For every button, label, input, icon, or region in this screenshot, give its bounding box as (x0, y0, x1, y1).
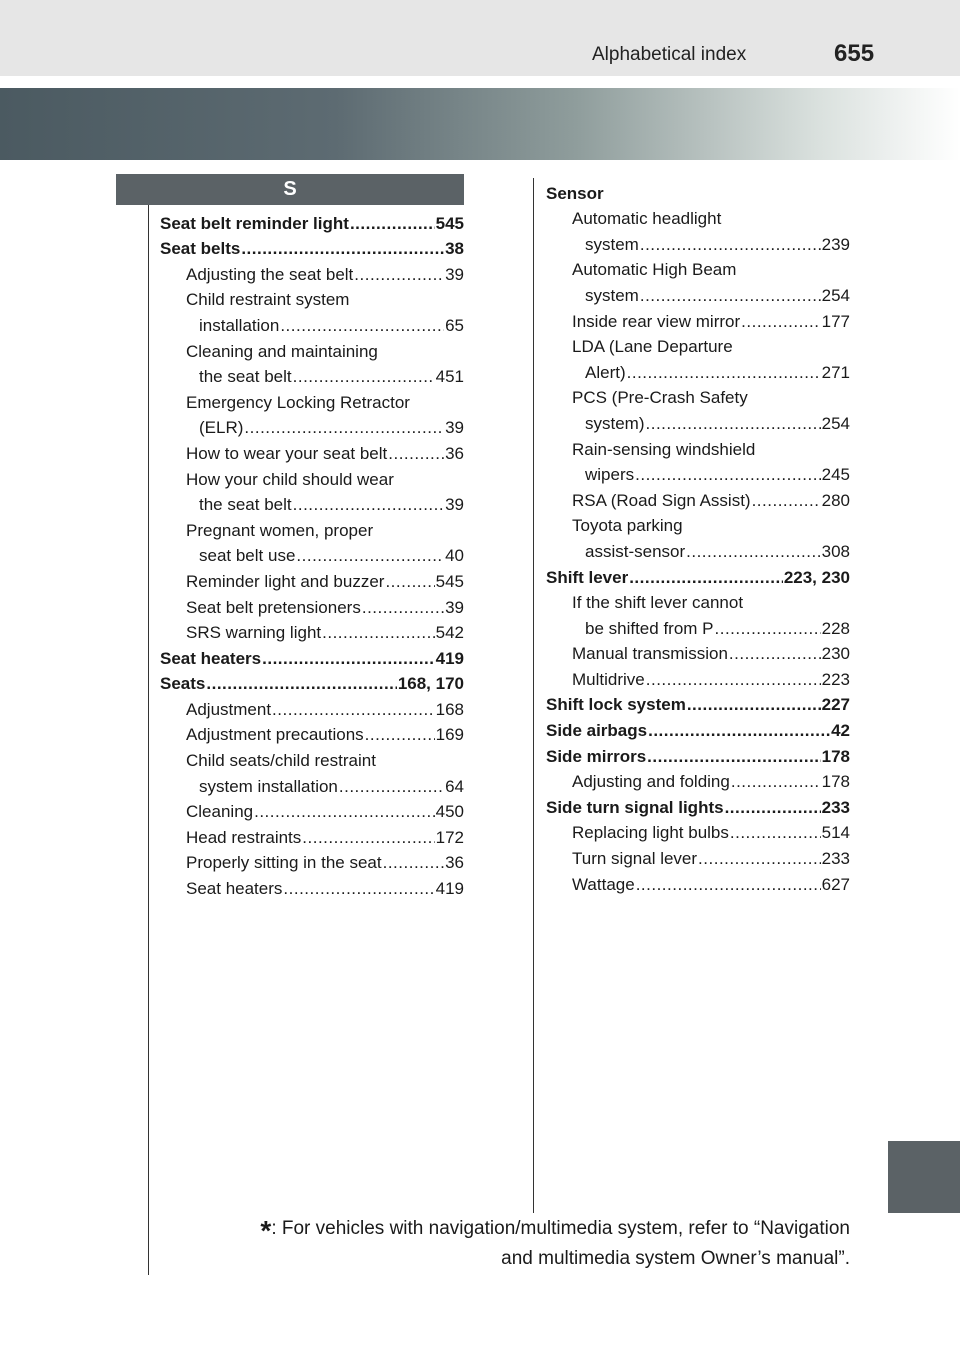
index-entry-text: Seat belts (160, 239, 241, 259)
index-entry-page: 254 (821, 285, 850, 305)
dot-leader (731, 772, 821, 792)
index-entry-text: system) (585, 413, 645, 433)
index-entry-text: Seats (160, 674, 206, 694)
dot-leader (698, 849, 821, 869)
index-entry-text: Side mirrors (546, 746, 647, 766)
index-entry (546, 818, 850, 844)
index-entry-page: 38 (445, 239, 464, 259)
index-entry-text: the seat belt (199, 367, 292, 387)
dot-leader (365, 725, 435, 745)
dot-leader (322, 623, 435, 643)
index-entry-text: Adjustment precautions (186, 725, 364, 745)
index-entry-page: 64 (445, 776, 464, 796)
index-entry-page: 65 (445, 315, 464, 335)
index-entry-page: 178 (821, 746, 850, 766)
index-entry (160, 541, 464, 567)
index-entry-page: 168, 170 (397, 674, 464, 694)
index-entry (160, 490, 464, 516)
index-entry-page: 227 (821, 695, 850, 715)
dot-leader (283, 879, 434, 899)
index-entry (546, 869, 850, 895)
index-entry-text: Seat heaters (186, 879, 283, 899)
index-entry-text: Seat belt reminder light (160, 213, 349, 233)
dot-leader (339, 777, 444, 797)
index-entry-text: Child seats/child restraint (186, 751, 376, 771)
index-entry-text: Side turn signal lights (546, 797, 724, 817)
index-entry (546, 434, 850, 460)
index-entry (160, 745, 464, 771)
index-entry (160, 669, 464, 695)
index-entry-page: 223, 230 (783, 567, 850, 587)
dot-leader (293, 495, 444, 515)
index-entry-text: Adjusting the seat belt (186, 264, 354, 284)
dot-leader (646, 670, 821, 690)
index-entry-text: wipers (585, 465, 635, 485)
index-entry-text: Head restraints (186, 827, 302, 847)
index-entry-text: Emergency Locking Retractor (186, 392, 410, 412)
index-entry-page: 39 (445, 597, 464, 617)
index-entry (546, 562, 850, 588)
index-entry-text: Adjustment (186, 699, 272, 719)
index-entry-page: 280 (821, 490, 850, 510)
index-entry-text: Sensor (546, 183, 604, 203)
index-entry-text: If the shift lever cannot (572, 593, 744, 613)
index-entry-page: 542 (435, 623, 464, 643)
index-entry-page: 223 (821, 669, 850, 689)
index-entry-text: PCS (Pre-Crash Safety (572, 388, 748, 408)
index-entry-page: 419 (435, 879, 464, 899)
dot-leader (647, 747, 820, 767)
dot-leader (241, 239, 444, 259)
header-title: Alphabetical index (592, 44, 747, 65)
index-column-left (160, 208, 464, 899)
index-entry (546, 178, 850, 204)
dot-leader (272, 700, 435, 720)
index-entry (160, 822, 464, 848)
section-letter-header: S (116, 174, 464, 205)
index-entry (546, 715, 850, 741)
index-entry-text: system (585, 285, 639, 305)
index-entry-text: Automatic High Beam (572, 260, 737, 280)
index-entry (160, 464, 464, 490)
dot-leader (640, 286, 821, 306)
index-entry (160, 873, 464, 899)
footnote-line-2: and multimedia system Owner’s manual”. (501, 1248, 850, 1269)
index-entry-text: system installation (199, 776, 338, 796)
index-entry-page: 42 (831, 721, 850, 741)
index-entry-page: 36 (445, 853, 464, 873)
dot-leader (636, 875, 821, 895)
dot-leader (385, 572, 434, 592)
index-entry-page: 308 (821, 541, 850, 561)
index-entry (546, 767, 850, 793)
index-entry-page: 178 (821, 772, 850, 792)
index-entry (546, 460, 850, 486)
index-entry-text: Shift lock system (546, 695, 686, 715)
index-entry-page: 254 (821, 413, 850, 433)
index-entry-text: the seat belt (199, 495, 292, 515)
dot-leader (244, 418, 444, 438)
index-entry-text: system (585, 234, 639, 254)
index-entry (546, 843, 850, 869)
index-entry (160, 387, 464, 413)
index-entry-text: Cleaning and maintaining (186, 341, 378, 361)
decorative-banner (0, 88, 960, 160)
index-entry-text: RSA (Road Sign Assist) (572, 490, 751, 510)
page-header-bar (0, 0, 960, 76)
dot-leader (635, 465, 821, 485)
index-entry-page: 39 (445, 495, 464, 515)
index-entry (546, 204, 850, 230)
dot-leader (262, 649, 435, 669)
column-divider-left (148, 205, 149, 1275)
dot-leader (729, 644, 821, 664)
index-entry-text: seat belt use (199, 546, 296, 566)
index-entry (546, 229, 850, 255)
index-entry (160, 643, 464, 669)
index-entry-page: 230 (821, 644, 850, 664)
index-entry-text: Replacing light bulbs (572, 823, 729, 843)
thumb-index-tab (888, 1141, 960, 1213)
index-entry (546, 536, 850, 562)
dot-leader (293, 367, 435, 387)
index-entry (160, 771, 464, 797)
index-entry-text: assist-sensor (585, 541, 686, 561)
index-entry-text: Toyota parking (572, 516, 683, 536)
index-entry (160, 694, 464, 720)
index-entry (160, 618, 464, 644)
index-entry-page: 36 (445, 443, 464, 463)
index-entry (160, 336, 464, 362)
dot-leader (752, 491, 821, 511)
index-entry-text: SRS warning light (186, 623, 322, 643)
dot-leader (741, 312, 820, 332)
index-entry-text: Properly sitting in the seat (186, 853, 382, 873)
index-entry-text: Wattage (572, 874, 635, 894)
index-entry-page: 514 (821, 823, 850, 843)
index-entry (546, 485, 850, 511)
index-entry (546, 408, 850, 434)
index-entry-page: 245 (821, 465, 850, 485)
dot-leader (725, 798, 821, 818)
index-entry (160, 362, 464, 388)
index-entry-text: Rain-sensing windshield (572, 439, 756, 459)
index-entry (546, 613, 850, 639)
index-entry-text: Multidrive (572, 669, 645, 689)
index-entry-text: Alert) (585, 362, 626, 382)
index-entry-text: Seat heaters (160, 648, 262, 668)
index-entry (546, 332, 850, 358)
index-entry-page: 40 (445, 546, 464, 566)
dot-leader (354, 265, 444, 285)
column-divider-middle (533, 178, 534, 1213)
index-entry (546, 280, 850, 306)
dot-leader (715, 619, 821, 639)
index-entry-page: 39 (445, 418, 464, 438)
dot-leader (254, 802, 435, 822)
dot-leader (646, 414, 821, 434)
index-entry (546, 639, 850, 665)
dot-leader (362, 598, 444, 618)
index-entry-page: 451 (435, 367, 464, 387)
index-entry (546, 357, 850, 383)
index-entry-page: 545 (435, 213, 464, 233)
index-entry (160, 208, 464, 234)
index-entry-text: How to wear your seat belt (186, 443, 388, 463)
index-entry (160, 259, 464, 285)
index-column-right (546, 178, 850, 895)
dot-leader (730, 823, 821, 843)
index-entry (160, 310, 464, 336)
index-entry-text: Reminder light and buzzer (186, 571, 385, 591)
index-entry (160, 515, 464, 541)
index-entry-page: 169 (435, 725, 464, 745)
index-entry (160, 285, 464, 311)
dot-leader (302, 828, 434, 848)
index-entry-page: 39 (445, 264, 464, 284)
index-entry-text: Cleaning (186, 802, 254, 822)
index-entry-text: LDA (Lane Departure (572, 337, 733, 357)
index-entry (546, 255, 850, 281)
dot-leader (627, 363, 821, 383)
index-entry (160, 234, 464, 260)
page-number: 655 (834, 40, 875, 67)
dot-leader (686, 542, 820, 562)
index-entry (546, 741, 850, 767)
index-entry-page: 172 (435, 827, 464, 847)
index-entry (546, 588, 850, 614)
index-entry-page: 168 (435, 699, 464, 719)
index-entry (160, 848, 464, 874)
dot-leader (383, 853, 444, 873)
index-entry (160, 720, 464, 746)
footnote-asterisk: * (260, 1215, 272, 1246)
index-entry-page: 239 (821, 234, 850, 254)
index-entry-text: Adjusting and folding (572, 772, 730, 792)
footnote-line-1: : For vehicles with navigation/multimedia system, refer to “Navigation (271, 1218, 850, 1239)
index-entry (546, 690, 850, 716)
index-entry-text: Child restraint system (186, 290, 350, 310)
index-entry (546, 511, 850, 537)
index-entry (546, 792, 850, 818)
index-entry-page: 233 (821, 797, 850, 817)
index-entry-text: How your child should wear (186, 469, 394, 489)
index-entry (546, 306, 850, 332)
dot-leader (350, 214, 435, 234)
index-entry-text: Turn signal lever (572, 849, 698, 869)
dot-leader (206, 674, 396, 694)
dot-leader (687, 695, 821, 715)
index-entry (160, 413, 464, 439)
index-entry-text: Manual transmission (572, 644, 728, 664)
index-entry-text: Pregnant women, proper (186, 520, 374, 540)
index-entry-page: 228 (821, 618, 850, 638)
dot-leader (280, 316, 444, 336)
footnote (190, 1215, 850, 1273)
dot-leader (629, 568, 783, 588)
index-entry (160, 797, 464, 823)
index-entry-page: 419 (435, 648, 464, 668)
index-entry-text: Shift lever (546, 567, 629, 587)
index-entry-text: be shifted from P (585, 618, 714, 638)
index-entry-text: installation (199, 315, 280, 335)
dot-leader (640, 235, 821, 255)
index-entry-page: 271 (821, 362, 850, 382)
index-entry (160, 592, 464, 618)
index-entry-text: Seat belt pretensioners (186, 597, 361, 617)
index-entry (546, 383, 850, 409)
index-entry-page: 450 (435, 802, 464, 822)
index-entry-text: Side airbags (546, 721, 648, 741)
index-entry-page: 545 (435, 571, 464, 591)
dot-leader (296, 546, 444, 566)
index-entry (546, 664, 850, 690)
index-entry-page: 233 (821, 849, 850, 869)
index-entry-page: 177 (821, 311, 850, 331)
index-entry (160, 566, 464, 592)
dot-leader (648, 721, 830, 741)
dot-leader (388, 444, 444, 464)
index-entry-page: 627 (821, 874, 850, 894)
index-entry-text: Automatic headlight (572, 209, 722, 229)
index-entry (160, 438, 464, 464)
index-entry-text: (ELR) (199, 418, 244, 438)
index-entry-text: Inside rear view mirror (572, 311, 741, 331)
